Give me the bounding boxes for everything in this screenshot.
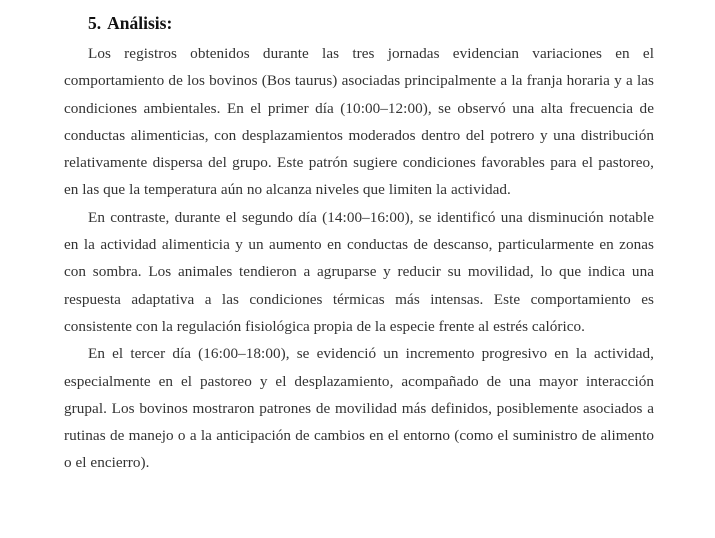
section-heading xyxy=(88,10,654,36)
section-title-first-letter[interactable]: A xyxy=(107,10,120,36)
section-number: 5. xyxy=(88,13,102,33)
paragraph-3: En el tercer día (16:00–18:00), se evidenció un incremento progresivo en la actividad, especialmente en el pastoreo y el desplazamiento, acompañado de una mayor interacción grupal. Los bovinos mostraron patrones de movilidad más definidos, posiblemente asociados a rutinas de manejo o a la anticipación de cambios en el entorno (como el suministro de alimento o el encierro). xyxy=(64,345,654,472)
document-page xyxy=(64,10,654,477)
paragraph-2: En contraste, durante el segundo día (14:00–16:00), se identificó una disminución notable en la actividad alimenticia y un aumento en conductas de descanso, particularmente en zonas con sombra. Los animales tendieron a agruparse y reducir su movilidad, lo que indica una respuesta adaptativa a las condiciones térmicas más intensas. Este comportamiento es consistente con la regulación fisiológica propia de la especie frente al estrés calórico. xyxy=(64,208,654,335)
section-title-rest: nálisis: xyxy=(119,13,173,33)
paragraph-1: Los registros obtenidos durante las tres jornadas evidencian variaciones en el comportamiento de los bovinos (Bos taurus) asociadas principalmente a la franja horaria y a las condiciones ambientales. En el primer día (10:00–12:00), se observó una alta frecuencia de conductas alimenticias, con desplazamientos moderados dentro del potrero y una distribución relativamente dispersa del grupo. Este patrón sugiere condiciones favorables para el pastoreo, en las que la temperatura aún no alcanza niveles que limiten la actividad. xyxy=(64,45,654,199)
